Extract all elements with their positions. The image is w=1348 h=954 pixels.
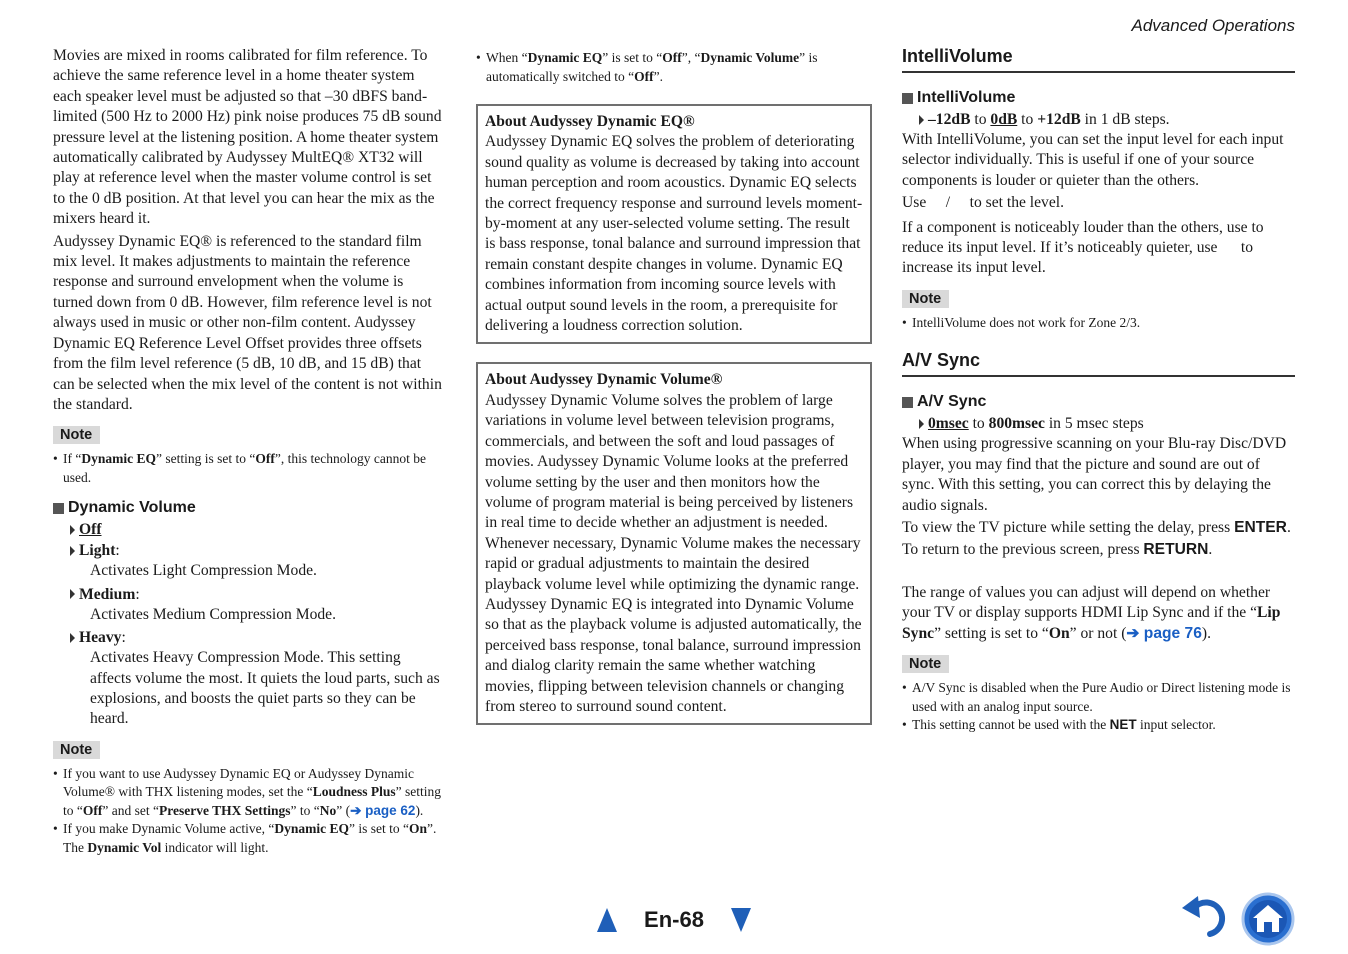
note-item: • This setting cannot be used with the NET input selector. — [902, 716, 1295, 735]
note-label: Note — [53, 741, 100, 759]
page-76-link[interactable]: ➔ page 76 — [1126, 624, 1202, 642]
box-title: About Audyssey Dynamic EQ® — [485, 113, 695, 130]
av-sync-range: 0msec to 800msec in 5 msec steps — [919, 413, 1295, 434]
note-label: Note — [902, 655, 949, 673]
triangle-bullet-icon — [70, 525, 75, 535]
home-icon[interactable] — [1241, 892, 1295, 946]
enter-key-label: ENTER — [1234, 518, 1287, 536]
option-heavy-desc: Activates Heavy Compression Mode. This setting affects volume the most. It quiets the loud parts, such as explosions, and boosts the quiet parts so they can be heard. — [90, 649, 440, 728]
option-heavy: Heavy : — [70, 627, 445, 648]
intellivolume-range: –12dB to 0dB to +12dB in 1 dB steps. — [919, 109, 1295, 130]
column-left — [53, 46, 445, 857]
note-item: • IntelliVolume does not work for Zone 2/3. — [902, 314, 1295, 333]
note-item: • If you make Dynamic Volume active, “Dynamic EQ” is set to “On”. The Dynamic Vol indicator will light. — [53, 820, 445, 857]
triangle-bullet-icon — [70, 546, 75, 556]
note-list — [902, 679, 1295, 735]
note-list — [902, 314, 1295, 333]
page-navigation — [596, 898, 752, 942]
av-sync-enter: To view the TV picture while setting the delay, press ENTER. — [902, 518, 1291, 536]
square-bullet-icon — [902, 93, 913, 104]
note-label: Note — [53, 426, 100, 444]
section-header: Advanced Operations — [1131, 16, 1295, 35]
option-light: Light : — [70, 540, 445, 561]
intro-paragraph: Movies are mixed in rooms calibrated for film reference. To achieve the same reference level in a home theater system each speaker level must be adjusted so that –30 dBFS band-limited (500 Hz to 2000 Hz) pink noise produces 75 dB sound pressure level at the listening position. A home theater system automatically calibrated by Audyssey MultEQ® XT32 will play at reference level when the master volume control is set to the 0 dB position. At that level you can hear the mix as the mixers heard it. — [53, 47, 442, 228]
note-item: • When “Dynamic EQ” is set to “Off”, “Dynamic Volume” is automatically switched to “Off”. — [476, 49, 872, 86]
dynamic-volume-heading: Dynamic Volume — [53, 499, 445, 517]
up-arrow-icon[interactable] — [596, 907, 618, 933]
triangle-bullet-icon — [919, 419, 924, 429]
triangle-bullet-icon — [70, 589, 75, 599]
note-item: • If “Dynamic EQ” setting is set to “Off”, this technology cannot be used. — [53, 450, 445, 487]
intellivolume-heading: IntelliVolume — [902, 89, 1295, 107]
note-label: Note — [902, 290, 949, 308]
dynamic-eq-paragraph: Audyssey Dynamic EQ® is referenced to the standard film mix level. It makes adjustments to maintain the reference response and surround envelopment when the volume is turned down from 0 dB. However, film reference level is not always used in music or other non-film content. Audyssey Dynamic EQ Reference Level Offset provides three offsets from the film level reference (5 dB, 10 dB, and 15 dB) that can be selected when the mix level of the content is not within the standard. — [53, 232, 442, 413]
av-sync-heading: A/V Sync — [902, 393, 1295, 411]
av-sync-section-title: A/V Sync — [902, 350, 1295, 377]
av-sync-paragraph: When using progressive scanning on your Blu-ray Disc/DVD player, you may find that the picture and sound are out of sync. With this setting, you can correct this by delaying the audio signals. — [902, 435, 1287, 514]
box-text: Audyssey Dynamic Volume solves the problem of large variations in volume level between television programs, commercials, and between the soft and loud passages of movies. Audyssey Dynamic Volume looks at the preferred volume setting by the user and then monitors how the volume of program material is being perceived by listeners in real time to decide whether an adjustment is needed. Whenever necessary, Dynamic Volume makes the necessary rapid or gradual adjustments to maintain the desired playback volume level while optimizing the dynamic range. Audyssey Dynamic EQ is integrated into Dynamic Volume so that as the playback volume is adjusted automatically, the perceived bass response, tonal balance, surround impression and dialog clarity remain the same whether watching movies, flipping between television channels or changing from stereo to surround sound content. — [485, 391, 862, 715]
box-title: About Audyssey Dynamic Volume® — [485, 371, 723, 389]
option-light-desc: Activates Light Compression Mode. — [90, 562, 317, 580]
page-number: En-68 — [644, 907, 704, 932]
intellivolume-adjust: If a component is noticeably louder than the others, use to reduce its input level. If it’s noticeably quieter, use to increase its input level. — [902, 218, 1264, 277]
down-arrow-icon[interactable] — [730, 907, 752, 933]
triangle-bullet-icon — [919, 115, 924, 125]
about-dynamic-volume-box — [476, 362, 872, 725]
back-icon[interactable] — [1180, 894, 1230, 940]
option-off: Off — [70, 519, 445, 540]
about-dynamic-eq-box — [476, 104, 872, 344]
return-key-label: RETURN — [1143, 541, 1209, 559]
note-item: • A/V Sync is disabled when the Pure Audio or Direct listening mode is used with an analog input source. — [902, 679, 1295, 716]
av-sync-return: To return to the previous screen, press RETURN. — [902, 541, 1213, 559]
top-note-list — [476, 49, 872, 86]
column-right — [902, 46, 1295, 735]
square-bullet-icon — [902, 397, 913, 408]
box-text: Audyssey Dynamic EQ solves the problem of deteriorating sound quality as volume is decreased by taking into account human perception and room acoustics. Dynamic EQ selects the correct frequency response and surround levels moment-by-moment at any user-selected volume setting. The result is bass response, tonal balance and surround impression that remain constant despite changes in volume. Dynamic EQ combines information from incoming source levels with actual output sound levels in the room, a prerequisite for delivering a loudness correction solution. — [485, 133, 863, 335]
av-sync-range-note: The range of values you can adjust will depend on whether your TV or display supports HDMI Lip Sync and if the “Lip Sync” setting is set to “On” or not (➔ page 76). — [902, 583, 1281, 642]
note-list — [53, 765, 445, 858]
intellivolume-section-title: IntelliVolume — [902, 46, 1295, 73]
note-list — [53, 450, 445, 487]
option-medium: Medium : — [70, 584, 445, 605]
intellivolume-paragraph: With IntelliVolume, you can set the input level for each input selector individually. This is useful if one of your source components is louder or quieter than the others. — [902, 131, 1284, 189]
note-item: • If you want to use Audyssey Dynamic EQ or Audyssey Dynamic Volume® with THX listening modes, set the “Loudness Plus” setting to “Off” and set “Preserve THX Settings” to “No” (➔ page 62). — [53, 765, 445, 821]
page-62-link[interactable]: ➔ page 62 — [350, 802, 416, 818]
intellivolume-use: Use / to set the level. — [902, 194, 1065, 212]
option-medium-desc: Activates Medium Compression Mode. — [90, 605, 337, 623]
square-bullet-icon — [53, 503, 64, 514]
triangle-bullet-icon — [70, 633, 75, 643]
column-middle — [476, 46, 872, 743]
